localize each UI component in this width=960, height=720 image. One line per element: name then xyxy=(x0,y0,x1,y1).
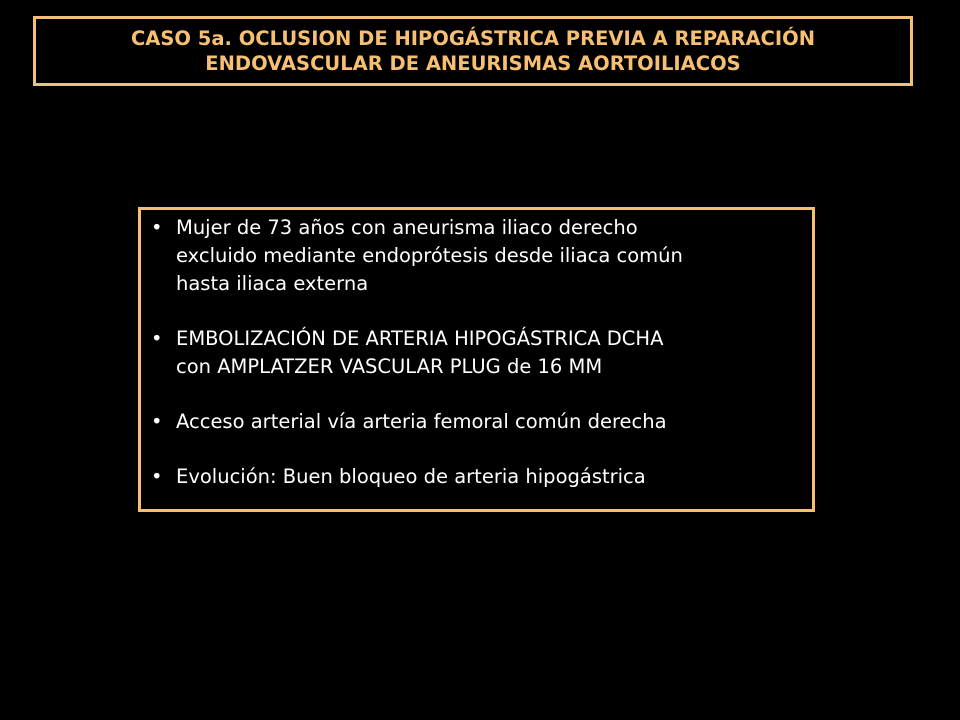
slide-title-box xyxy=(33,16,913,86)
bullet-text-line: Acceso arterial vía arteria femoral común derecha xyxy=(176,410,667,433)
bullet-list-box xyxy=(138,207,815,512)
bullet-item-patient xyxy=(141,214,812,298)
bullet-text-line: Mujer de 73 años con aneurisma iliaco derecho xyxy=(176,216,638,239)
bullet-icon: • xyxy=(151,410,163,433)
bullet-text-line: EMBOLIZACIÓN DE ARTERIA HIPOGÁSTRICA DCHA xyxy=(176,327,664,350)
slide-title-line-2: ENDOVASCULAR DE ANEURISMAS AORTOILIACOS xyxy=(205,52,741,75)
bullet-icon: • xyxy=(151,327,163,350)
bullet-text-line: hasta iliaca externa xyxy=(176,272,369,295)
bullet-text-line: con AMPLATZER VASCULAR PLUG de 16 MM xyxy=(176,355,603,378)
slide-title-line-1: CASO 5a. OCLUSION DE HIPOGÁSTRICA PREVIA A REPARACIÓN xyxy=(130,27,816,50)
bullet-text-line: excluido mediante endoprótesis desde iliaca común xyxy=(176,244,683,267)
bullet-text-line: Evolución: Buen bloqueo de arteria hipogástrica xyxy=(176,465,646,488)
bullet-item-embolization xyxy=(141,325,812,381)
bullet-item-access xyxy=(141,408,812,436)
bullet-icon: • xyxy=(151,216,163,239)
bullet-icon: • xyxy=(151,465,163,488)
bullet-item-evolution xyxy=(141,463,812,491)
